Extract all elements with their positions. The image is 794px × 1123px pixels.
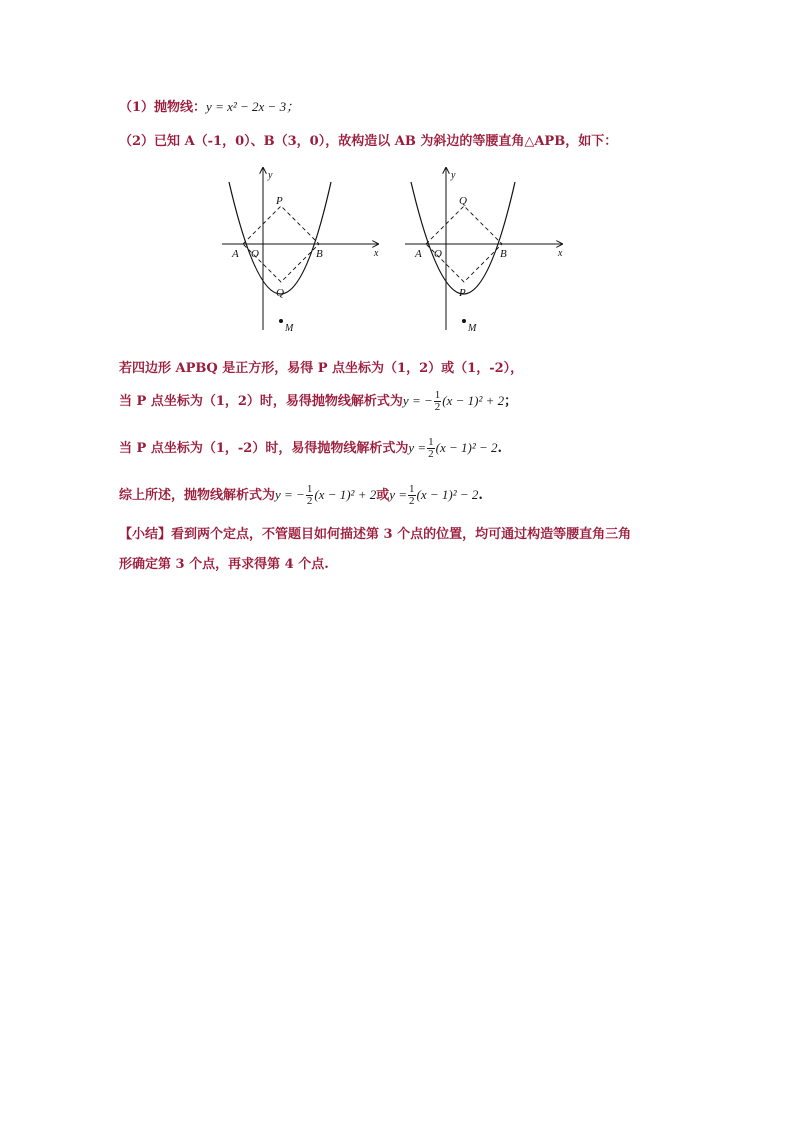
p-label: P — [276, 195, 283, 207]
b-label: B — [316, 248, 323, 260]
summary-line-2: 形确定第 3 个点，再求得第 4 个点. — [119, 557, 329, 572]
q-label: Q — [276, 287, 284, 299]
o-label: O — [251, 248, 259, 260]
conclusion-fraction-2: $\frac{1}{2}$ — [409, 483, 415, 507]
case2-rhs: (x − 1)² − 2 — [435, 440, 498, 455]
case-p-positive: 当 P 点坐标为（1，2）时，易得抛物线解析式为y = − $\frac{1}{2}$ (x − 1)² + 2； — [119, 389, 518, 413]
case2-text: 当 P 点坐标为（1，-2）时，易得抛物线解析式为 — [119, 441, 409, 456]
case1-rhs: (x − 1)² + 2 — [442, 393, 505, 408]
part1-formula: y = x² − 2x − 3； — [206, 99, 300, 114]
summary-line-1: 【小结】看到两个定点，不管题目如何描述第 3 个点的位置，均可通过构造等腰直角三角 — [119, 527, 632, 542]
case1-fraction: $\frac{1}{2}$ — [434, 389, 441, 413]
m-label: M — [468, 323, 477, 334]
part1-label: （1）抛物线： — [119, 100, 207, 115]
case1-lhs: y = − — [402, 393, 433, 408]
a-label: A — [415, 248, 422, 260]
y-label: y — [268, 170, 273, 181]
figure-left — [222, 168, 379, 334]
vertex-point — [462, 319, 466, 323]
b-label: B — [500, 248, 507, 260]
figure-right — [405, 168, 563, 334]
answer-part2-intro: （2）已知 A（-1，0）、B（3，0），故构造以 AB 为斜边的等腰直角△APB，如下： — [119, 134, 618, 149]
parabola-figures — [0, 160, 794, 360]
p-label: P — [459, 287, 466, 299]
case-p-negative: 当 P 点坐标为（1，-2）时，易得抛物线解析式为y = $\frac{1}{2}$ (x − 1)² − 2. — [119, 436, 503, 460]
conclusion-line: 综上所述，抛物线解析式为y = − $\frac{1}{2}$ (x − 1)² + 2或y = $\frac{1}{2}$ (x − 1)² − 2. — [119, 483, 483, 507]
case2-lhs: y = — [408, 440, 427, 455]
vertex-point — [279, 319, 283, 323]
answer-part1 — [119, 96, 299, 115]
conclusion-text: 综上所述，抛物线解析式为 — [119, 488, 276, 503]
x-label: x — [374, 248, 379, 259]
conclusion-fraction-1: $\frac{1}{2}$ — [306, 483, 313, 507]
y-label: y — [451, 170, 456, 181]
a-label: A — [232, 248, 239, 260]
x-label: x — [558, 248, 563, 259]
o-label: O — [434, 248, 442, 260]
case2-fraction: $\frac{1}{2}$ — [428, 436, 434, 460]
q-label: Q — [459, 195, 467, 207]
square-statement: 若四边形 APBQ 是正方形，易得 P 点坐标为（1，2）或（1，-2）， — [119, 361, 524, 376]
case1-text: 当 P 点坐标为（1，2）时，易得抛物线解析式为 — [119, 394, 403, 409]
m-label: M — [285, 323, 294, 334]
